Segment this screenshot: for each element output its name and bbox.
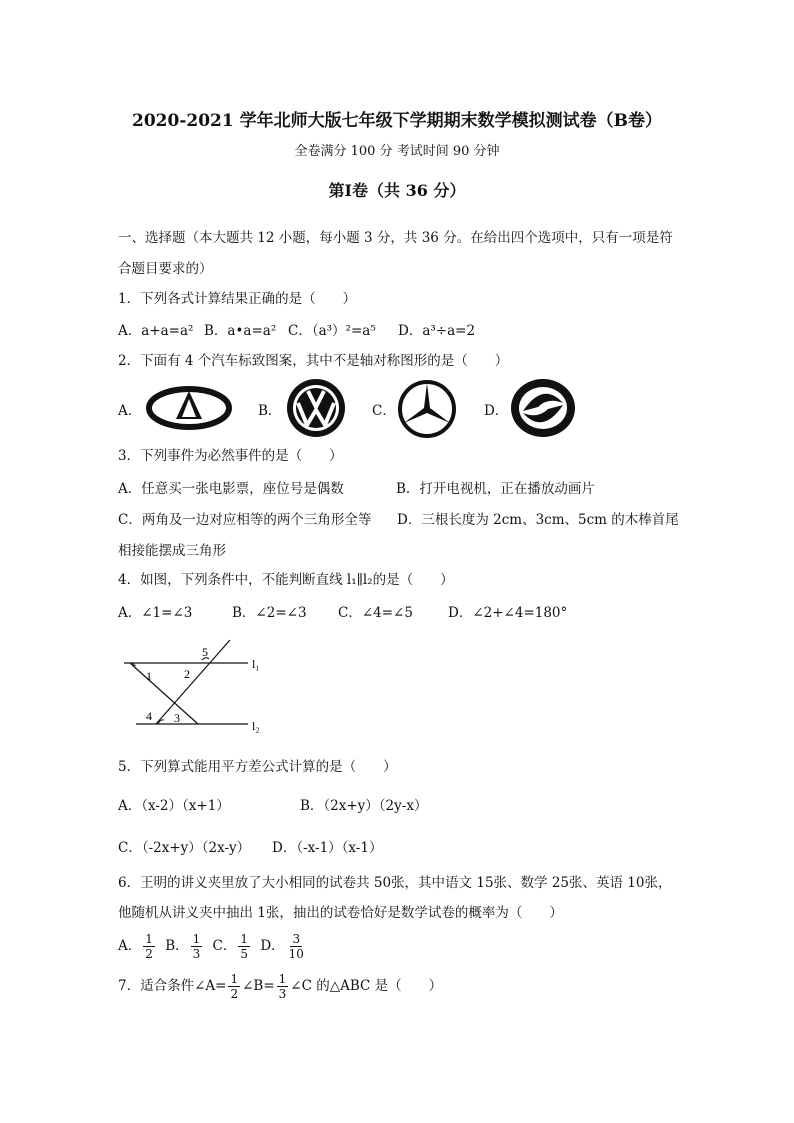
q1-option-c: C．（a³）²=a⁵	[288, 323, 376, 339]
fig-angle-3: 3	[174, 711, 180, 725]
q6-option-d: D． $\frac{3}{10}$	[260, 932, 304, 961]
part1-header-line1: 一、选择题（本大题共 12 小题，每小题 3 分，共 36 分。在给出四个选项中，只有一项是符	[118, 230, 673, 246]
q4-option-c: C．∠4=∠5	[338, 605, 413, 621]
q3-option-a: A．任意买一张电影票，座位号是偶数	[118, 481, 344, 497]
q3-option-d-line2: 相接能摆成三角形	[118, 543, 226, 559]
q7-stem: 7．适合条件∠A= $\frac{1}{2}$ ∠B= $\frac{1}{3}$ ∠C 的△ABC 是（ ）	[118, 972, 443, 1001]
q3-stem: 3．下列事件为必然事件的是（ ）	[118, 448, 343, 464]
q5-option-b: B．（2x+y）（2y-x）	[300, 798, 428, 814]
q5-stem: 5．下列算式能用平方差公式计算的是（ ）	[118, 759, 397, 775]
volkswagen-logo-icon	[284, 377, 348, 439]
dongfeng-logo-icon	[508, 377, 578, 439]
mercedes-logo-icon	[396, 379, 458, 439]
q1-option-d: D．a³÷a=2	[398, 323, 476, 339]
q4-option-a: A．∠1=∠3	[118, 605, 193, 621]
q4-option-b: B．∠2=∠3	[232, 605, 307, 621]
fig-line-l1: l₁	[252, 657, 260, 671]
part1-header-line2: 合题目要求的）	[118, 261, 213, 277]
q5-option-c: C．（-2x+y）（2x-y）	[118, 840, 251, 856]
q6-stem-line2: 他随机从讲义夹中抽出 1张，抽出的试卷恰好是数学试卷的概率为（ ）	[118, 905, 563, 921]
q3-option-d-line1: D．三根长度为 2cm、3cm、5cm 的木棒首尾	[397, 512, 679, 528]
q3-option-b: B．打开电视机，正在播放动画片	[396, 481, 595, 497]
fig-angle-5: 5	[202, 645, 208, 659]
q2-label-b: B．	[258, 403, 282, 419]
q2-label-a: A．	[118, 403, 142, 419]
q6-option-c: C． $\frac{1}{5}$	[212, 932, 249, 961]
q4-option-d: D．∠2+∠4=180°	[448, 605, 568, 621]
fig-angle-1: 1	[146, 669, 152, 683]
q6-option-b: B． $\frac{1}{3}$	[165, 932, 201, 961]
q5-option-d: D．（-x-1）（x-1）	[272, 840, 383, 856]
q4-stem: 4．如图，下列条件中，不能判断直线 l₁∥l₂的是（ ）	[118, 572, 454, 588]
q1-option-a: A．a+a=a²	[118, 323, 194, 339]
q6-option-a: A． $\frac{1}{2}$	[118, 932, 153, 961]
q4-parallel-lines-figure	[118, 636, 278, 742]
q6-stem-line1: 6．王明的讲义夹里放了大小相同的试卷共 50张，其中语文 15张、数学 25张、英语 10张，	[118, 875, 672, 891]
fig-angle-4: 4	[146, 709, 152, 723]
q2-label-c: C．	[372, 403, 396, 419]
q6-options	[118, 932, 308, 961]
section-title: 第Ⅰ卷（共 36 分）	[328, 181, 466, 200]
exam-subtitle: 全卷满分 100 分 考试时间 90 分钟	[294, 144, 500, 159]
q3-option-c: C．两角及一边对应相等的两个三角形全等	[118, 512, 372, 528]
exam-title: 2020-2021 学年北师大版七年级下学期期末数学模拟测试卷（B卷）	[132, 111, 662, 131]
fig-angle-2: 2	[184, 667, 190, 681]
q2-stem: 2．下面有 4 个汽车标致图案，其中不是轴对称图形的是（ ）	[118, 353, 509, 369]
infiniti-logo-icon	[146, 383, 232, 433]
q1-stem: 1．下列各式计算结果正确的是（ ）	[118, 291, 357, 307]
q1-option-b: B．a•a=a²	[204, 323, 277, 339]
fig-line-l2: l₂	[252, 719, 260, 733]
q5-option-a: A．（x-2）（x+1）	[118, 798, 230, 814]
q2-label-d: D．	[484, 403, 509, 419]
